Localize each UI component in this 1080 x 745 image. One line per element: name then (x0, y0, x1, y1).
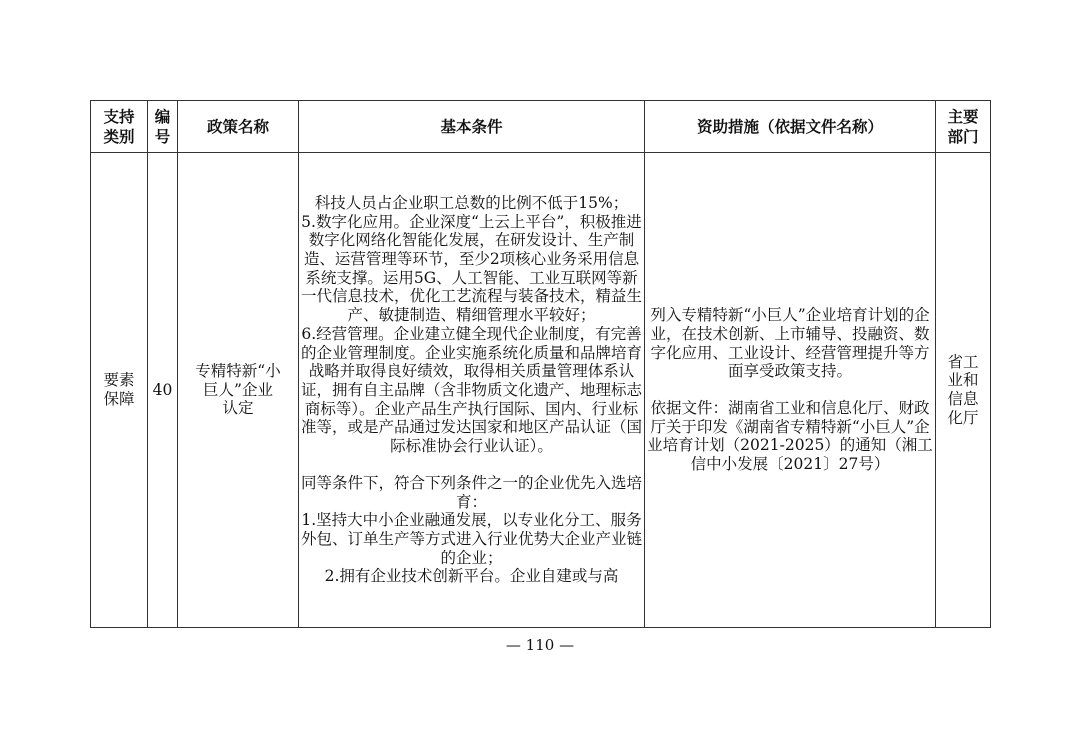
condition-paragraph: 科技人员占企业职工总数的比例不低于15%； (314, 193, 629, 212)
header-number (148, 101, 178, 153)
header-row (91, 101, 991, 153)
header-department (936, 101, 991, 153)
cell-department (936, 153, 991, 628)
header-policy-name-label: 政策名称 (206, 117, 269, 136)
cell-number (148, 153, 178, 628)
header-category (91, 101, 148, 153)
header-conditions (299, 101, 645, 153)
header-number-label: 编 号 (154, 107, 171, 146)
header-conditions-label: 基本条件 (440, 117, 503, 136)
category-value: 要素 保障 (103, 371, 135, 408)
condition-paragraph: 同等条件下，符合下列条件之一的企业优先入选培育： (300, 473, 642, 511)
policy-table (90, 100, 991, 628)
header-measures-label: 资助措施（依据文件名称） (696, 117, 883, 136)
header-category-label: 支持 类别 (103, 107, 135, 146)
condition-paragraph: 6.经营管理。企业建立健全现代企业制度，有完善的企业管理制度。企业实施系统化质量和品牌培育战略并取得良好绩效，取得相关质量管理体系认证，拥有自主品牌（含非物质文化遗产、地理标志商标等）。企业产品生产执行国际、国内、行业标准等，或是产品通过发达国家和地区产品认证（国际标准协会行业认证）。 (300, 324, 642, 456)
header-policy-name (178, 101, 299, 153)
cell-policy-name (178, 153, 299, 628)
cell-measures (645, 153, 936, 628)
paragraph-spacer (299, 456, 644, 474)
header-department-label: 主要 部门 (947, 107, 979, 146)
condition-paragraph: 2.拥有企业技术创新平台。企业自建或与高 (324, 567, 619, 586)
basis-document-text: 依据文件：湖南省工业和信息化厅、财政厅关于印发《湖南省专精特新“小巨人”企业培育计划（2021-2025）的通知（湘工信中小发展〔2021〕27号） (647, 399, 933, 474)
condition-paragraph: 5.数字化应用。企业深度“上云上平台”，积极推进数字化网络化智能化发展，在研发设计、生产制造、运营管理等环节，至少2项核心业务采用信息系统支撑。运用5G、人工智能、工业互联网等新一代信息技术，优化工艺流程与装备技术，精益生产、敏捷制造、精细管理水平较好； (300, 212, 642, 325)
header-measures (645, 101, 936, 153)
page-number: — 110 — (505, 636, 575, 654)
condition-paragraph: 1.坚持大中小企业融通发展，以专业化分工、服务外包、订单生产等方式进入行业优势大企业产业链的企业； (300, 511, 642, 567)
table-row (91, 153, 991, 628)
cell-category (91, 153, 148, 628)
department-value: 省工 业和 信息 化厅 (947, 352, 979, 427)
policy-name-value: 专精特新“小 巨人”企业 认定 (195, 361, 281, 418)
number-value: 40 (152, 380, 173, 399)
support-measures-text: 列入专精特新“小巨人”企业培育计划的企业，在技术创新、上市辅导、投融资、数字化应用、工业设计、经营管理提升等方面享受政策支持。 (650, 306, 930, 381)
cell-conditions (299, 153, 645, 628)
